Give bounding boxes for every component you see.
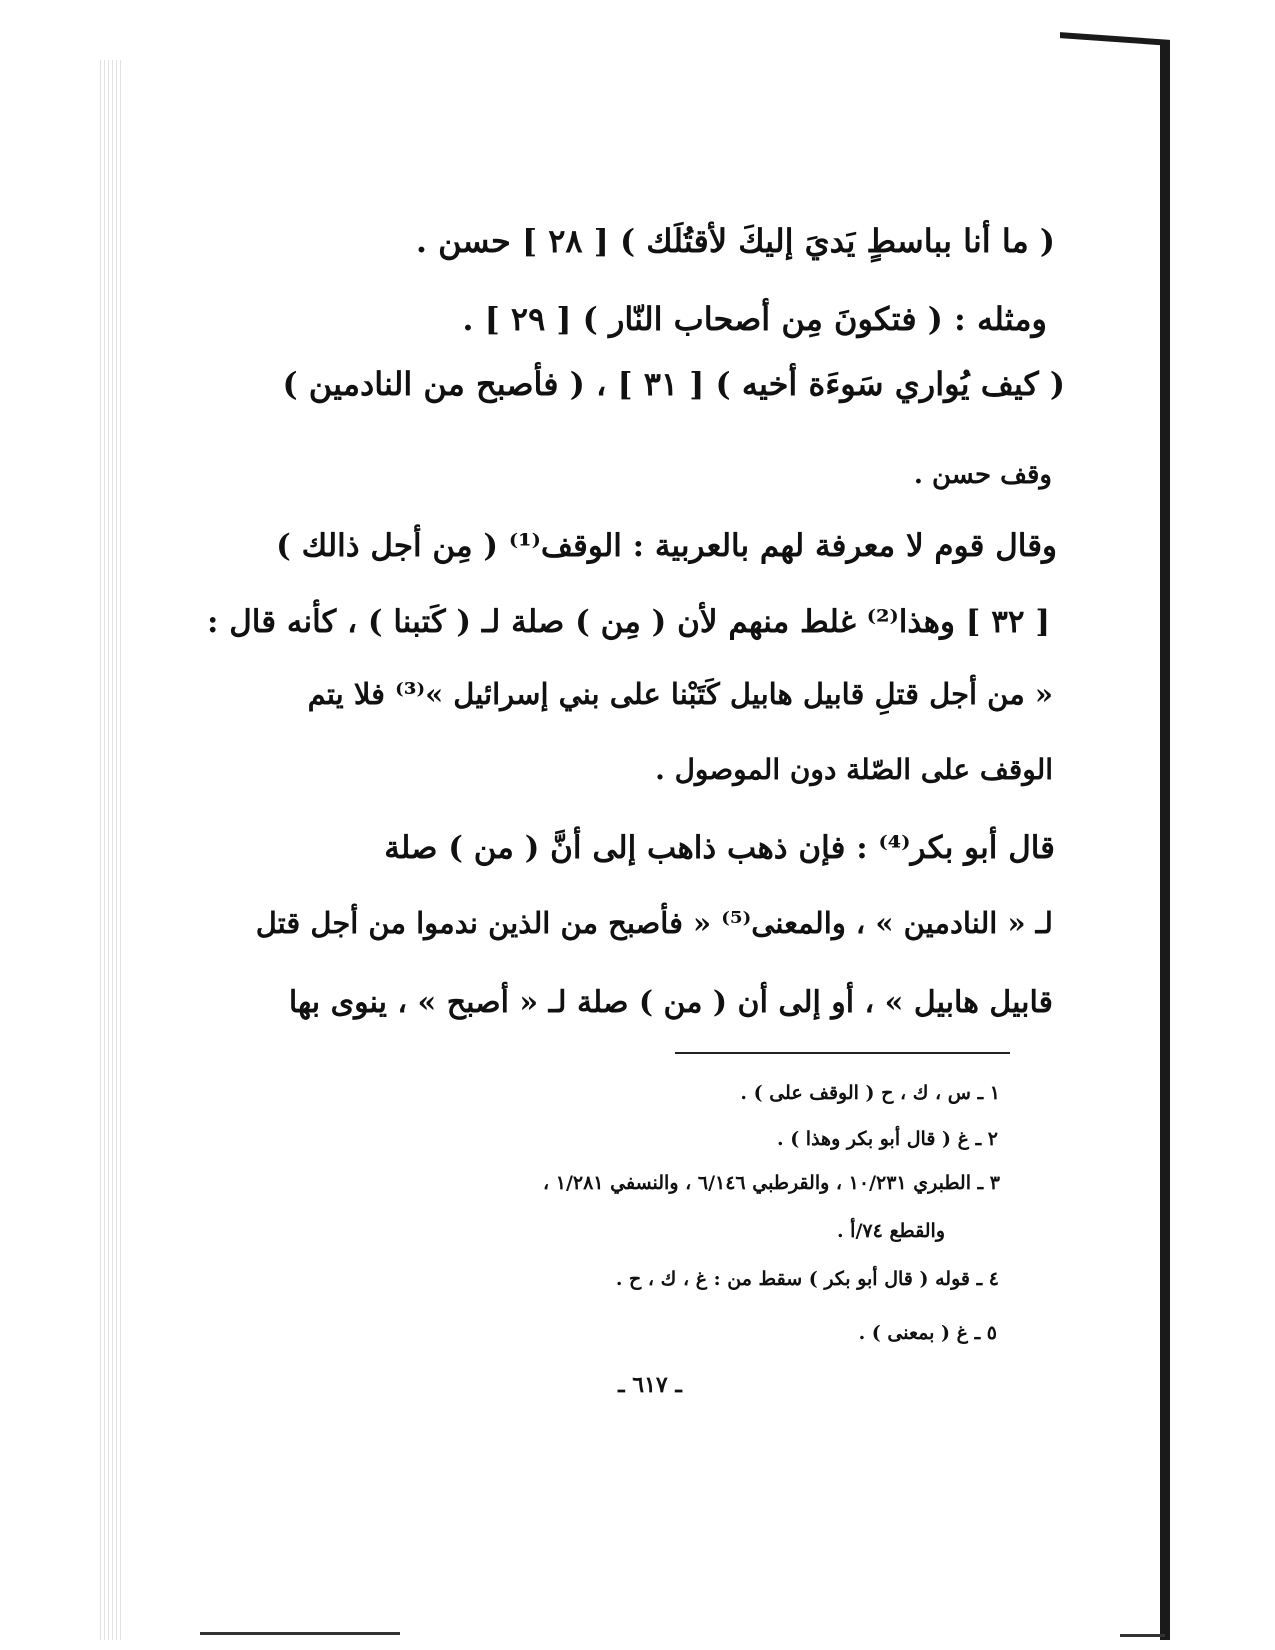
body-line-10: لـ « النادمين » ، والمعنى⁽⁵⁾ « فأصبح من الذين ندموا من أجل قتل (255, 906, 1053, 940)
scan-left-edge (100, 60, 122, 1640)
footnote-4: ٤ ـ قوله ( قال أبو بكر ) سقط من : غ ، ك ، ح . (615, 1268, 999, 1290)
scan-right-edge (1160, 40, 1170, 1640)
body-line-4: وقف حسن . (913, 460, 1052, 490)
footnote-separator (675, 1052, 1010, 1054)
scan-bottom-line (200, 1632, 400, 1635)
scan-top-mark (1060, 32, 1170, 46)
footnote-1: ١ ـ س ، ك ، ح ( الوقف على ) . (740, 1082, 1000, 1104)
body-line-3: ( كيف يُواري سَوءَة أخيه ) [ ٣١ ] ، ( فأصبح من النادمين ) (282, 365, 1065, 403)
scan-bottom-line-right (1120, 1634, 1165, 1637)
footnote-2: ٢ ـ غ ( قال أبو بكر وهذا ) . (776, 1128, 998, 1150)
page-number: ـ ٦١٧ ـ (618, 1372, 682, 1398)
footnote-3-continuation: والقطع ٧٤/أ . (836, 1220, 945, 1242)
footnote-3: ٣ ـ الطبري ١٠/٢٣١ ، والقرطبي ٦/١٤٦ ، والنسفي ١/٢٨١ ، (543, 1172, 1000, 1194)
body-line-11: قابيل هابيل » ، أو إلى أن ( من ) صلة لـ « أصبح » ، ينوى بها (288, 985, 1053, 1020)
body-line-1: ( ما أنا بباسطٍ يَديَ إليكَ لأقتُلَك ) [ ٢٨ ] حسن . (415, 222, 1055, 260)
body-line-5: وقال قوم لا معرفة لهم بالعربية : الوقف⁽¹⁾ ( مِن أجل ذالك ) (276, 528, 1057, 564)
body-line-2: ومثله : ( فتكونَ مِن أصحاب النّار ) [ ٢٩ ] . (462, 300, 1047, 338)
footnote-5: ٥ ـ غ ( بمعنى ) . (858, 1322, 997, 1344)
body-line-6: [ ٣٢ ] وهذا⁽²⁾ غلط منهم لأن ( مِن ) صلة لـ ( كَتبنا ) ، كأنه قال : (207, 604, 1050, 640)
body-line-7: « من أجل قتلِ قابيل هابيل كَتَبْنا على بني إسرائيل »⁽³⁾ فلا يتم (307, 677, 1053, 711)
body-line-8: الوقف على الصّلة دون الموصول . (655, 753, 1053, 786)
body-line-9: قال أبو بكر⁽⁴⁾ : فإن ذهب ذاهب إلى أنَّ ( من ) صلة (384, 830, 1055, 866)
